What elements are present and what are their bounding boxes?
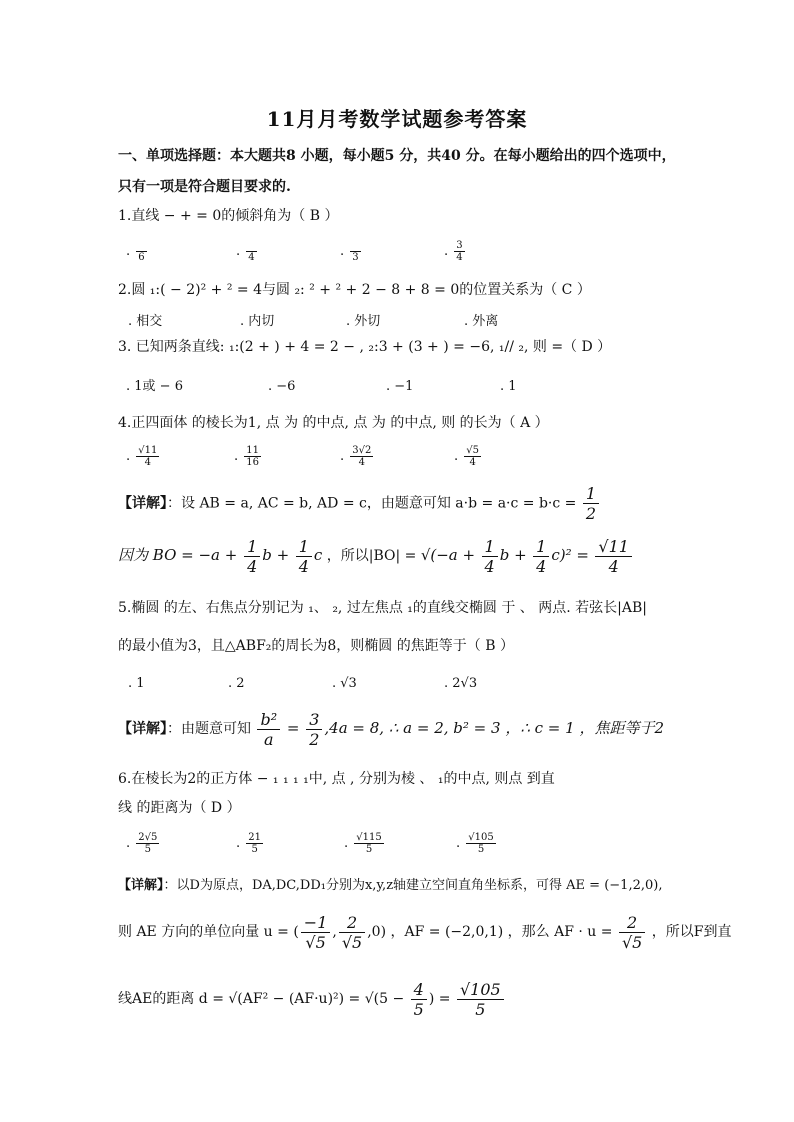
q5-option-b: . 2: [228, 676, 245, 691]
q4-detail-line2: 因为 BO = −a + $\frac{1}{4}$ b + $\frac{1}{4}$ c ，所以|BO| = √(−a + $\frac{1}{4}$ b + $\frac{1}{4}$ c)² = $\frac{√11}{4}$: [118, 533, 634, 578]
q6-detail-line2: 则 AE 方向的单位向量 u = ( $\frac{-1}{√5}$ , $\frac{2}{√5}$ ,0) ，AF = (−2,0,1) ，那么 AF · u = $\frac{2}{√5}$ ，所以F到直: [118, 912, 732, 952]
q5-stem-line2: 的最小值为3，且△ABF₂的周长为8，则椭圆 的焦距等于（ B ）: [118, 638, 514, 654]
q3-option-a: . 1或 − 6: [126, 379, 183, 394]
q5-option-c: . √3: [332, 676, 357, 691]
q1-option-c: . 3: [340, 240, 363, 263]
q1-option-a: . 6: [126, 240, 149, 263]
q4-stem: 4.正四面体 的棱长为1, 点 为 的中点, 点 为 的中点, 则 的长为（ A ）: [118, 415, 549, 431]
q6-option-a: . $\frac{2√5}{5}$: [126, 832, 158, 855]
q2-option-a: . 相交: [128, 314, 163, 329]
q6-detail-line3: 线AE的距离 d = √(AF² − (AF·u)²) = √(5 − $\frac{4}{5}$ ) = $\frac{√105}{5}$: [118, 975, 506, 1023]
q2-option-b: . 内切: [240, 314, 275, 329]
q3-option-c: . −1: [386, 379, 414, 394]
q4-option-c: . $\frac{3√2}{4}$: [340, 445, 372, 468]
q5-option-d: . 2√3: [444, 676, 478, 691]
q4-detail-line1: 【详解】：设 AB = a, AC = b, AD = c，由题意可知 a·b = a·c = b·c = $\frac{1}{2}$: [118, 484, 601, 523]
q3-stem: 3. 已知两条直线: ₁:(2 + ) + 4 = 2 − , ₂:3 + (3 + ) = −6, ₁// ₂, 则 =（ D ）: [118, 339, 612, 355]
q2-stem: 2.圆 ₁:( − 2)² + ² = 4与圆 ₂: ² + ² + 2 − 8 + 8 = 0的位置关系为（ C ）: [118, 282, 591, 298]
q6-stem-line1: 6.在棱长为2的正方体 − ₁ ₁ ₁ ₁中, 点 , 分别为棱 、 ₁的中点, 则点 到直: [118, 771, 555, 787]
q4-option-d: . $\frac{√5}{4}$: [454, 445, 479, 468]
q3-option-d: . 1: [500, 379, 517, 394]
q4-option-a: . $\frac{√11}{4}$: [126, 445, 158, 468]
q6-stem-line2: 线 的距离为（ D ）: [118, 800, 241, 816]
q6-detail-line1: 【详解】：以D为原点，DA,DC,DD₁分别为x,y,z轴建立空间直角坐标系，可得 AE = (−1,2,0),: [118, 878, 663, 893]
q6-option-c: . $\frac{√115}{5}$: [344, 832, 382, 855]
q1-stem: 1.直线 − + = 0的倾斜角为（ B ）: [118, 208, 339, 224]
q2-option-c: . 外切: [346, 314, 381, 329]
q6-option-d: . $\frac{√105}{5}$: [456, 832, 494, 855]
q2-option-d: . 外离: [464, 314, 499, 329]
q5-detail: 【详解】：由题意可知 $\frac{\text{b²}}{a}$ = $\frac{3}{2}$ ,4a = 8, ∴ a = 2, b² = 3 ，∴ c = 1 ，焦距等于2: [118, 709, 664, 749]
q1-option-d: . $\frac{3}{4}$: [444, 240, 463, 263]
q5-stem-line1: 5.椭圆 的左、右焦点分别记为 ₁、 ₂, 过左焦点 ₁的直线交椭圆 于 、 两点. 若弦长|AB|: [118, 600, 647, 616]
q3-option-b: . −6: [268, 379, 296, 394]
page-title: 11月月考数学试题参考答案: [266, 107, 528, 131]
q6-option-b: . $\frac{21}{5}$: [236, 832, 261, 855]
q5-option-a: . 1: [128, 676, 145, 691]
q1-option-b: . 4: [236, 240, 259, 263]
q4-option-b: . $\frac{11}{16}$: [234, 445, 259, 468]
section1-line1: 一、单项选择题：本大题共8 小题，每小题5 分，共40 分。在每小题给出的四个选项中，: [118, 148, 676, 164]
section1-line2: 只有一项是符合题目要求的.: [118, 179, 291, 195]
